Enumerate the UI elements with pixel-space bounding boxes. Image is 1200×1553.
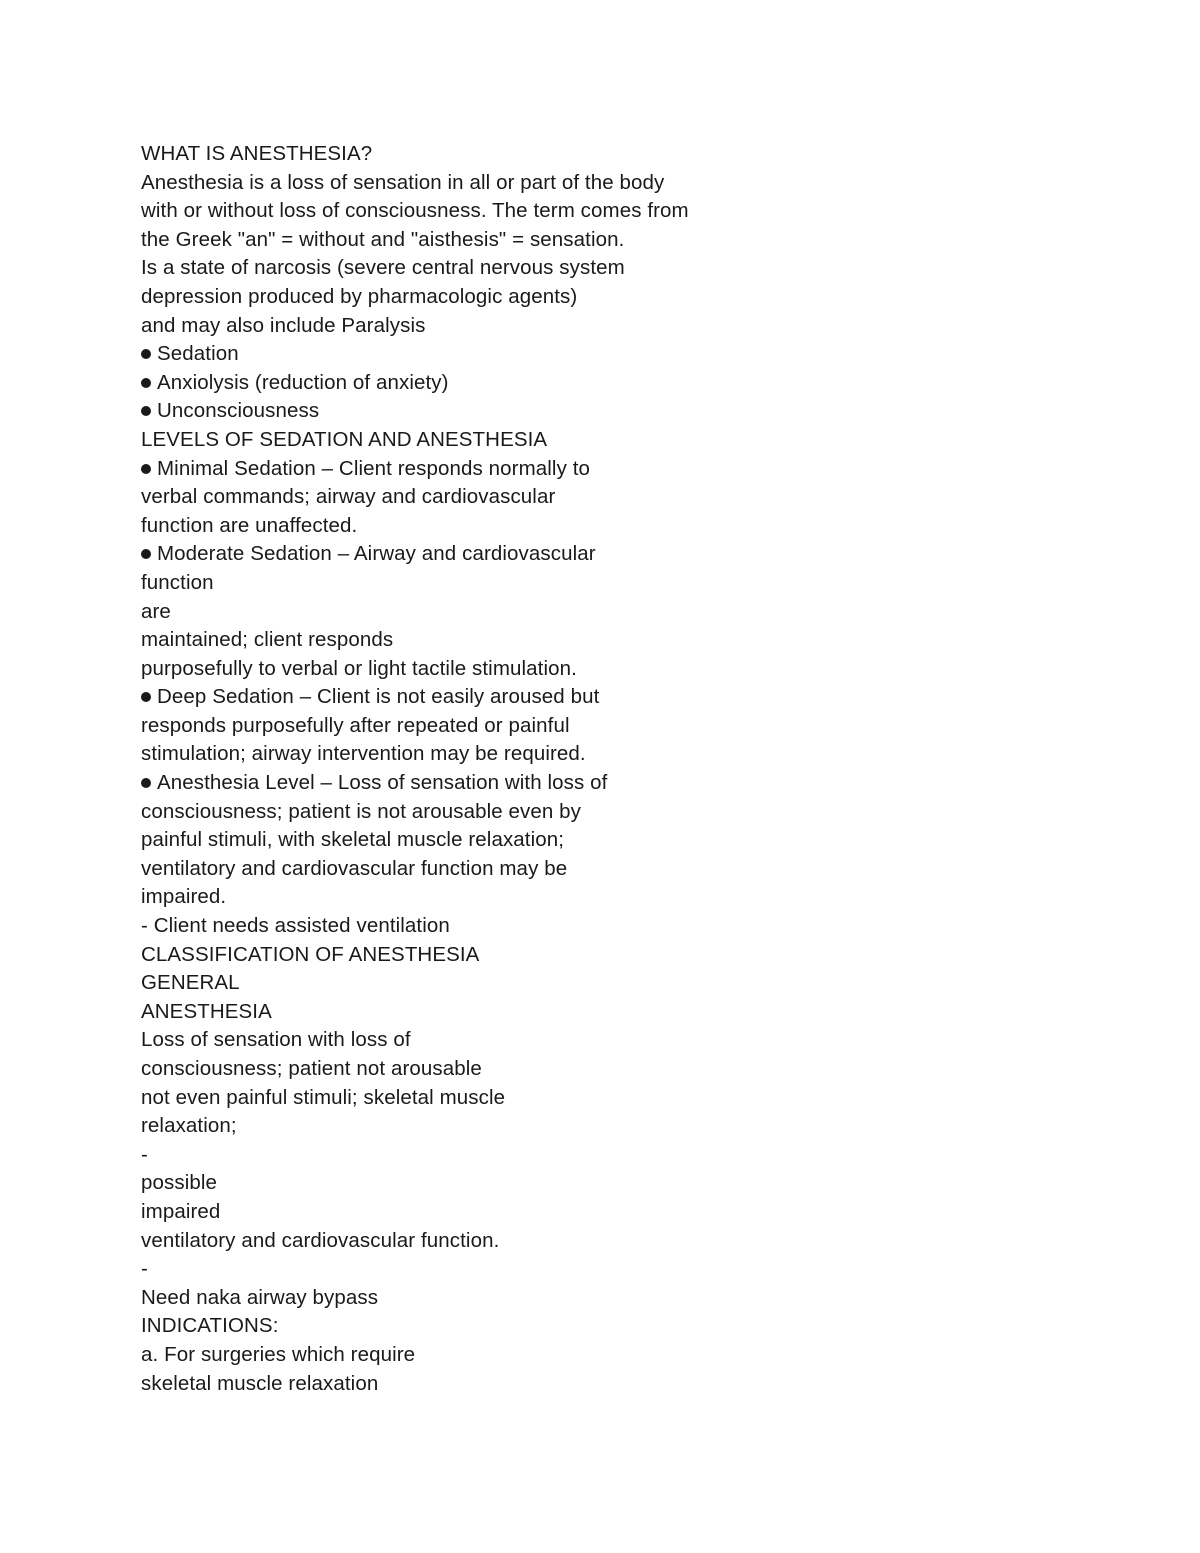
text-line: stimulation; airway intervention may be required. — [141, 742, 586, 766]
bullet-item — [141, 369, 1041, 398]
bullet-item — [141, 540, 1041, 569]
text-line: are — [141, 599, 171, 623]
text-line: a. For surgeries which require — [141, 1342, 416, 1366]
bullet-icon — [141, 778, 151, 788]
bullet-item — [141, 340, 1041, 369]
text-line: consciousness; patient is not arousable even by — [141, 799, 582, 823]
text-line: Anesthesia is a loss of sensation in all or part of the body — [141, 170, 665, 194]
section-heading: GENERAL — [141, 971, 240, 995]
text-line: purposefully to verbal or light tactile stimulation. — [141, 656, 577, 680]
text-line: - — [141, 1257, 148, 1281]
text-line: function — [141, 570, 214, 594]
text-line: skeletal muscle relaxation — [141, 1371, 379, 1395]
text-line: consciousness; patient not arousable — [141, 1057, 482, 1080]
text-line: Loss of sensation with loss of — [141, 1028, 411, 1052]
text-line: Is a state of narcosis (severe central nervous system — [141, 256, 625, 280]
text-line: ventilatory and cardiovascular function may be — [141, 856, 568, 880]
bullet-icon — [141, 549, 151, 559]
text-line: Need naka airway bypass — [141, 1285, 379, 1309]
text-line: maintained; client responds — [141, 628, 394, 652]
text-line: the Greek "an" = without and "aisthesis" = sensation. — [141, 227, 625, 251]
bullet-icon — [141, 378, 151, 388]
document-body — [141, 140, 1041, 1398]
bullet-text: Unconsciousness — [157, 399, 320, 423]
text-line: depression produced by pharmacologic agents) — [141, 284, 578, 308]
text-line: possible — [141, 1171, 218, 1195]
section-heading: LEVELS OF SEDATION AND ANESTHESIA — [141, 427, 548, 451]
text-line: - — [141, 1142, 148, 1166]
bullet-text: Deep Sedation – Client is not easily aroused but — [157, 685, 600, 709]
text-line: responds purposefully after repeated or painful — [141, 713, 570, 737]
bullet-text: Anesthesia Level – Loss of sensation with loss of — [157, 771, 608, 795]
bullet-icon — [141, 406, 151, 416]
bullet-icon — [141, 464, 151, 474]
section-heading: CLASSIFICATION OF ANESTHESIA — [141, 942, 480, 966]
text-line: ventilatory and cardiovascular function. — [141, 1228, 500, 1252]
bullet-item — [141, 769, 1041, 798]
section-heading: ANESTHESIA — [141, 999, 272, 1023]
bullet-text: Sedation — [157, 342, 239, 366]
text-line: and may also include Paralysis — [141, 313, 426, 337]
text-line: not even painful stimuli; skeletal muscle — [141, 1085, 506, 1109]
text-line: impaired — [141, 1199, 221, 1223]
bullet-item — [141, 455, 1041, 484]
text-line: with or without loss of consciousness. The term comes from — [141, 199, 689, 223]
text-line: function are unaffected. — [141, 513, 358, 537]
text-line: - Client needs assisted ventilation — [141, 914, 450, 938]
bullet-item — [141, 683, 1041, 712]
bullet-icon — [141, 349, 151, 359]
text-line: impaired. — [141, 885, 227, 909]
section-heading: WHAT IS ANESTHESIA? — [141, 142, 373, 165]
bullet-text: Minimal Sedation – Client responds normally to — [157, 456, 591, 480]
bullet-text: Anxiolysis (reduction of anxiety) — [157, 370, 449, 394]
bullet-text: Moderate Sedation – Airway and cardiovascular — [157, 542, 596, 566]
section-heading: INDICATIONS: — [141, 1314, 279, 1338]
text-line: relaxation; — [141, 1114, 237, 1138]
text-line: painful stimuli, with skeletal muscle relaxation; — [141, 828, 565, 852]
text-line: verbal commands; airway and cardiovascular — [141, 485, 556, 509]
bullet-icon — [141, 692, 151, 702]
bullet-item — [141, 397, 1041, 426]
